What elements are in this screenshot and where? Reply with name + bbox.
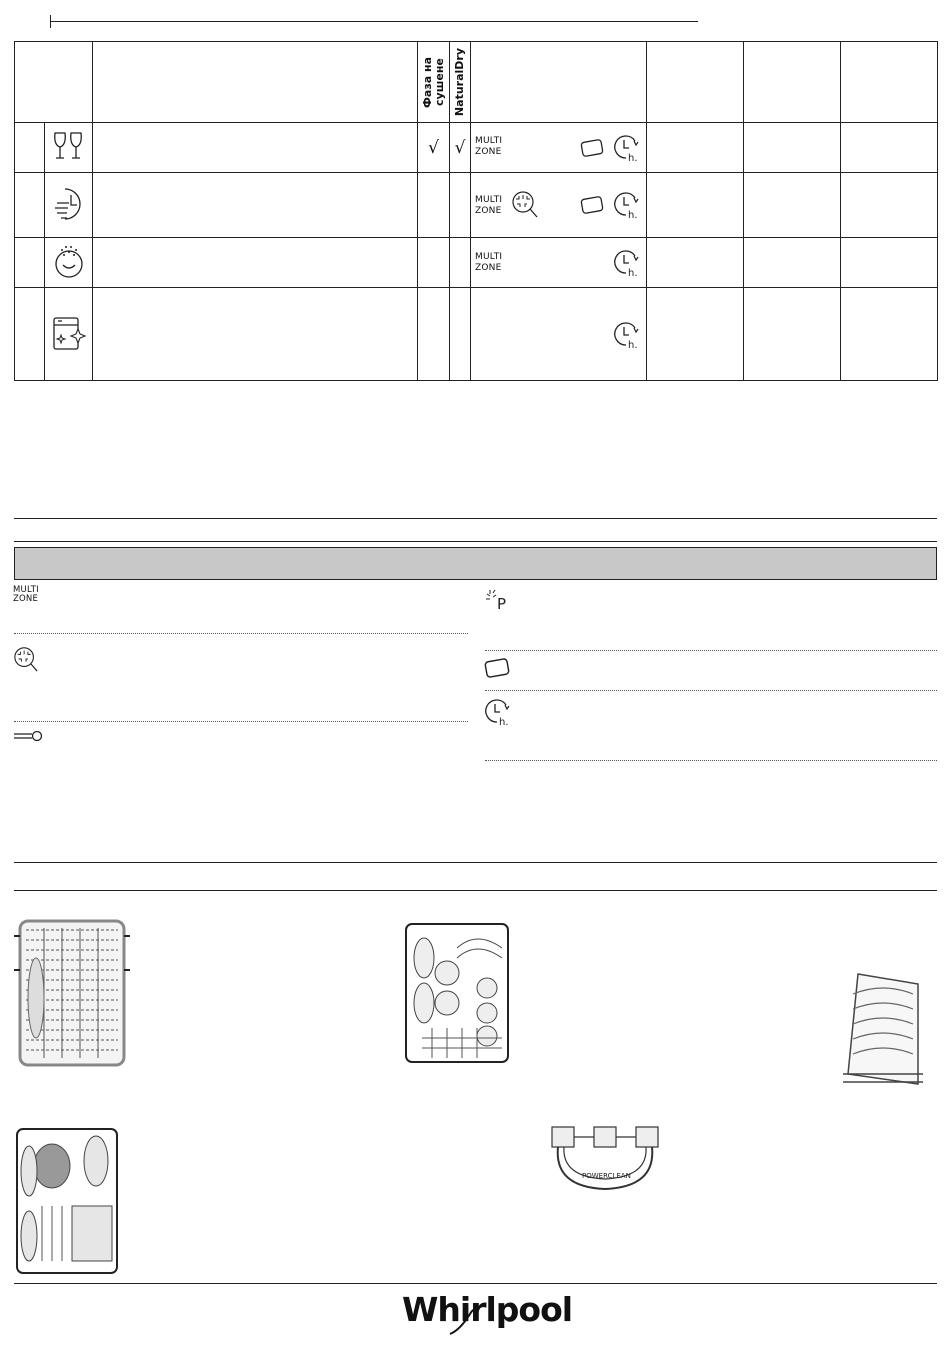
header-cell-col7 xyxy=(647,42,744,123)
table-header-row xyxy=(15,42,938,123)
value-cell xyxy=(744,238,841,288)
program-table xyxy=(14,41,938,381)
header-cell-number xyxy=(15,42,93,123)
value-cell xyxy=(647,173,744,238)
row-number-cell xyxy=(15,288,45,381)
section-rule xyxy=(14,518,937,519)
drying-phase-header: Фаза на сушене xyxy=(420,56,446,108)
svg-text:P: P xyxy=(497,595,507,612)
natural-check-cell: √ xyxy=(450,123,471,173)
row-number-cell xyxy=(15,123,45,173)
options-cell xyxy=(471,123,647,173)
drying-check-cell xyxy=(418,173,450,238)
header-cell-col9 xyxy=(841,42,938,123)
dotted-separator xyxy=(14,633,468,634)
powerclean-zoom-icon xyxy=(511,189,539,219)
multizone-icon: MULTI ZONE xyxy=(13,585,39,604)
tablet-icon xyxy=(579,138,605,158)
header-cell-col8 xyxy=(744,42,841,123)
header-rule-tick xyxy=(50,15,51,28)
header-cell-options xyxy=(471,42,647,123)
program-icon-cell xyxy=(45,288,93,381)
header-cell-program xyxy=(93,42,418,123)
logo-swoosh xyxy=(448,1306,496,1336)
natural-dry-header: NaturalDry xyxy=(453,47,466,117)
tablet-icon xyxy=(482,657,512,679)
natural-check-cell xyxy=(450,173,471,238)
natural-check-cell xyxy=(450,238,471,288)
sparkle-p-icon xyxy=(484,586,512,612)
rinse-icon xyxy=(45,238,93,287)
svg-text:h.: h. xyxy=(628,153,638,163)
program-description-cell xyxy=(93,238,418,288)
key-icon xyxy=(13,729,45,743)
loaded-basket-illustration xyxy=(14,1126,120,1276)
program-description-cell xyxy=(93,288,418,381)
program-icon-cell xyxy=(45,123,93,173)
value-cell xyxy=(744,173,841,238)
table-row xyxy=(15,123,938,173)
dotted-separator xyxy=(14,721,468,722)
drying-check-cell xyxy=(418,238,450,288)
multizone-icon: MULTI ZONE xyxy=(475,136,503,157)
self-clean-icon xyxy=(45,288,93,380)
value-cell xyxy=(647,123,744,173)
delay-timer-icon xyxy=(611,320,643,350)
value-cell xyxy=(647,288,744,381)
value-cell xyxy=(841,288,938,381)
svg-text:POWERCLEAN: POWERCLEAN xyxy=(582,1172,631,1180)
whirlpool-logo: Whirlpool xyxy=(402,1290,573,1329)
program-icon-cell xyxy=(45,173,93,238)
svg-text:h.: h. xyxy=(628,340,638,350)
dotted-separator xyxy=(485,650,937,651)
cutlery-rack-illustration xyxy=(838,964,930,1092)
wine-glasses-icon xyxy=(45,123,93,172)
dotted-separator xyxy=(485,690,937,691)
delay-timer-icon xyxy=(611,133,643,163)
table-row xyxy=(15,288,938,381)
row-number-cell xyxy=(15,173,45,238)
row-number-cell xyxy=(15,238,45,288)
delay-timer-icon xyxy=(611,248,643,278)
value-cell xyxy=(841,173,938,238)
options-cell xyxy=(471,173,647,238)
upper-basket-illustration xyxy=(402,918,512,1068)
powerclean-holder-illustration xyxy=(550,1123,660,1195)
multizone-icon: MULTI ZONE xyxy=(475,195,503,216)
value-cell xyxy=(744,123,841,173)
svg-text:h.: h. xyxy=(628,210,638,220)
multizone-icon: MULTI ZONE xyxy=(475,252,503,273)
drying-check-cell: √ xyxy=(418,123,450,173)
program-description-cell xyxy=(93,123,418,173)
delay-timer-icon xyxy=(482,697,514,727)
section-rule xyxy=(14,541,937,542)
table-row xyxy=(15,238,938,288)
drying-check-cell xyxy=(418,288,450,381)
header-rule xyxy=(50,21,698,22)
section-rule xyxy=(14,890,937,891)
value-cell xyxy=(841,238,938,288)
dotted-separator xyxy=(485,760,937,761)
header-cell-naturaldry xyxy=(450,42,471,123)
tablet-icon xyxy=(579,195,605,215)
lower-basket-illustration xyxy=(14,918,130,1068)
section-rule xyxy=(14,862,937,863)
options-header-band xyxy=(14,547,937,580)
powerclean-zoom-icon xyxy=(13,645,39,673)
natural-check-cell xyxy=(450,288,471,381)
quick-wash-clock-icon xyxy=(45,173,93,237)
delay-timer-icon xyxy=(611,190,643,220)
svg-text:h.: h. xyxy=(499,717,509,727)
options-cell xyxy=(471,288,647,381)
value-cell xyxy=(647,238,744,288)
header-cell-drying xyxy=(418,42,450,123)
footer-rule xyxy=(14,1283,937,1284)
program-icon-cell xyxy=(45,238,93,288)
value-cell xyxy=(744,288,841,381)
svg-text:h.: h. xyxy=(628,268,638,278)
options-cell xyxy=(471,238,647,288)
value-cell xyxy=(841,123,938,173)
table-row xyxy=(15,173,938,238)
program-description-cell xyxy=(93,173,418,238)
